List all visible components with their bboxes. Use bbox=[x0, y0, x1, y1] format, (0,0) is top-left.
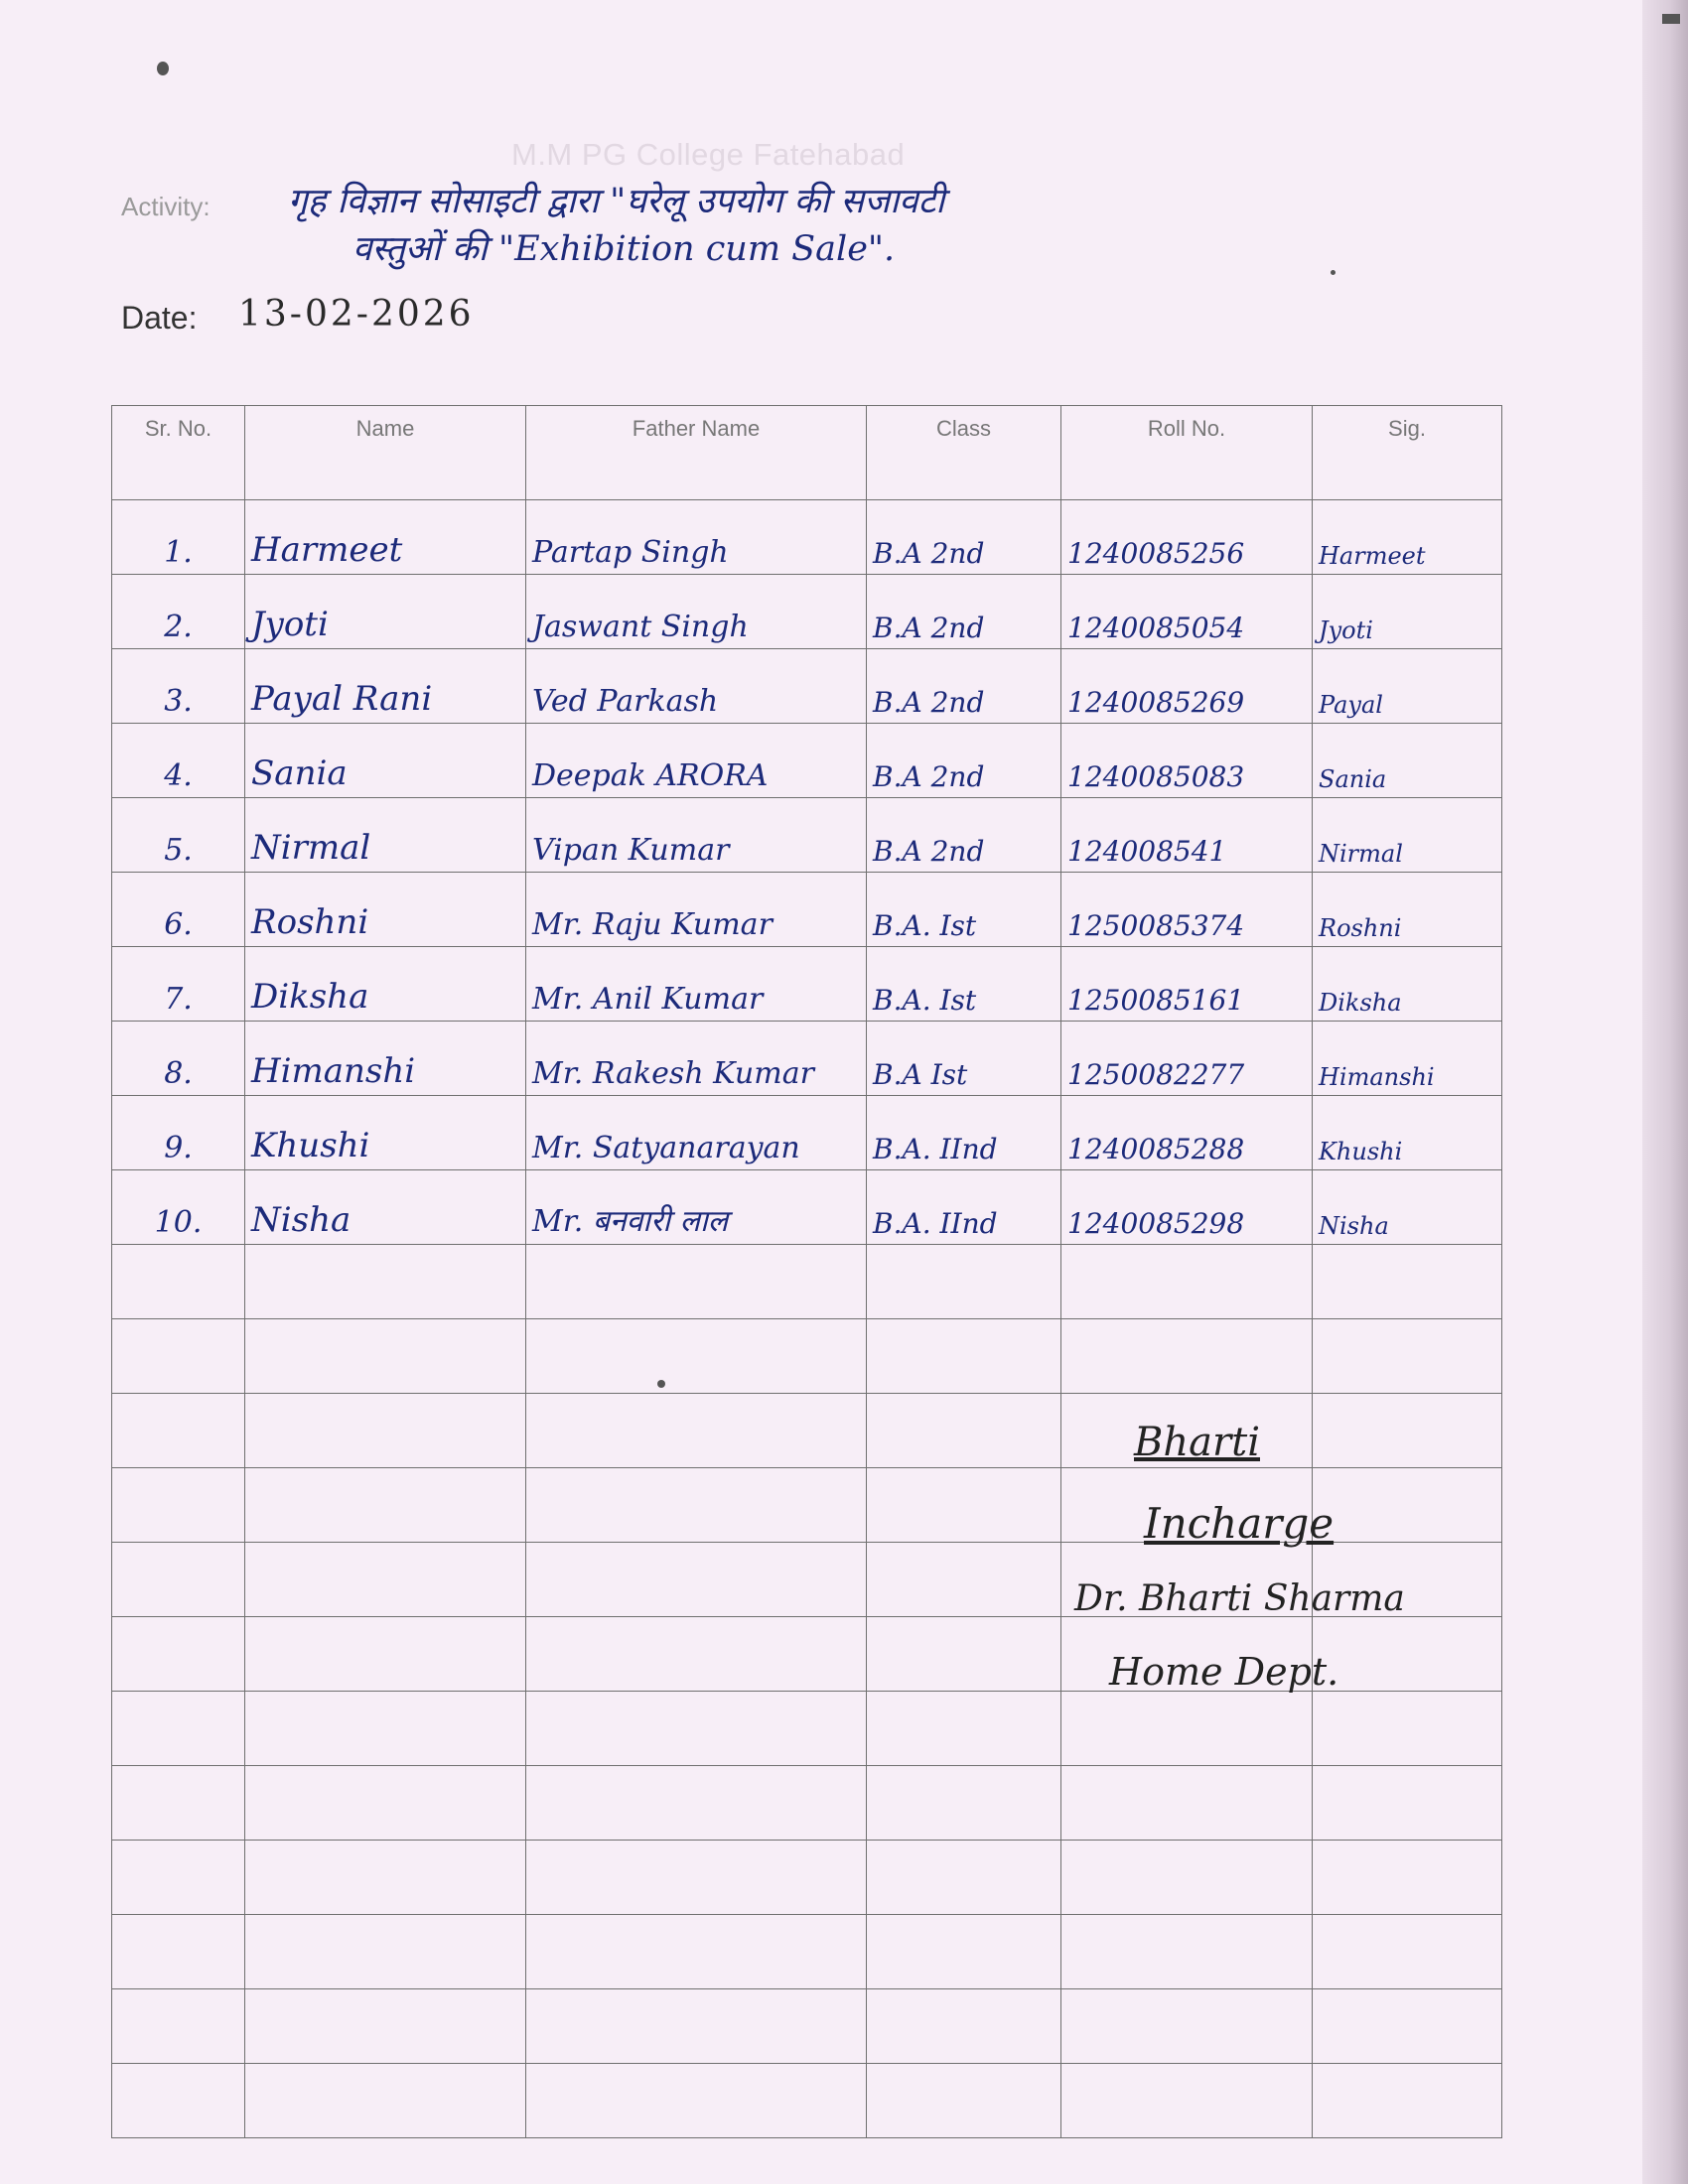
cell-class: B.A 2nd bbox=[867, 724, 1061, 798]
cell-name: Payal Rani bbox=[245, 649, 526, 724]
table-row bbox=[112, 798, 1502, 873]
table-row bbox=[112, 873, 1502, 947]
cell-signature: Nirmal bbox=[1313, 798, 1502, 873]
cell-father-name: Vipan Kumar bbox=[526, 798, 867, 873]
cell-class: B.A. IInd bbox=[867, 1096, 1061, 1170]
empty-cell bbox=[867, 2064, 1061, 2138]
cell-class: B.A 2nd bbox=[867, 500, 1061, 575]
table-row bbox=[112, 724, 1502, 798]
empty-cell bbox=[1061, 1319, 1313, 1394]
empty-cell bbox=[526, 1989, 867, 2064]
cell-roll-no: 1240085269 bbox=[1061, 649, 1313, 724]
empty-row bbox=[112, 1245, 1502, 1319]
empty-cell bbox=[245, 1245, 526, 1319]
cell-name: Sania bbox=[245, 724, 526, 798]
empty-cell bbox=[526, 1394, 867, 1468]
empty-cell bbox=[245, 1319, 526, 1394]
cell-roll-no: 1250082277 bbox=[1061, 1022, 1313, 1096]
scan-mark bbox=[1662, 14, 1680, 24]
empty-cell bbox=[245, 1394, 526, 1468]
signatory-name: Dr. Bharti Sharma bbox=[1074, 1578, 1405, 1619]
col-class: Class bbox=[867, 406, 1061, 500]
empty-row bbox=[112, 1989, 1502, 2064]
cell-sr-no: 6. bbox=[112, 873, 245, 947]
empty-cell bbox=[245, 1989, 526, 2064]
cell-roll-no: 124008541 bbox=[1061, 798, 1313, 873]
empty-cell bbox=[1061, 1989, 1313, 2064]
empty-row bbox=[112, 1915, 1502, 1989]
empty-cell bbox=[867, 1468, 1061, 1543]
cell-signature: Harmeet bbox=[1313, 500, 1502, 575]
cell-signature: Jyoti bbox=[1313, 575, 1502, 649]
cell-name: Nirmal bbox=[245, 798, 526, 873]
empty-cell bbox=[112, 1989, 245, 2064]
empty-cell bbox=[1061, 1766, 1313, 1841]
signature-block bbox=[1074, 1420, 1531, 1747]
col-sig: Sig. bbox=[1313, 406, 1502, 500]
empty-row bbox=[112, 2064, 1502, 2138]
empty-cell bbox=[112, 2064, 245, 2138]
activity-text-line1: गृह विज्ञान सोसाइटी द्वारा "घरेलू उपयोग की सजावटी bbox=[288, 182, 945, 221]
empty-cell bbox=[112, 1245, 245, 1319]
empty-cell bbox=[1313, 1319, 1502, 1394]
cell-sr-no: 8. bbox=[112, 1022, 245, 1096]
cell-name: Roshni bbox=[245, 873, 526, 947]
cell-signature: Diksha bbox=[1313, 947, 1502, 1022]
college-name: M.M PG College Fatehabad bbox=[511, 137, 906, 172]
cell-roll-no: 1240085298 bbox=[1061, 1170, 1313, 1245]
empty-cell bbox=[867, 1766, 1061, 1841]
cell-name: Khushi bbox=[245, 1096, 526, 1170]
cell-father-name: Mr. Raju Kumar bbox=[526, 873, 867, 947]
cell-roll-no: 1240085083 bbox=[1061, 724, 1313, 798]
empty-cell bbox=[867, 1319, 1061, 1394]
cell-roll-no: 1250085161 bbox=[1061, 947, 1313, 1022]
signatory-dept: Home Dept. bbox=[1109, 1650, 1339, 1694]
empty-cell bbox=[867, 1692, 1061, 1766]
cell-father-name: Ved Parkash bbox=[526, 649, 867, 724]
cell-father-name: Mr. बनवारी लाल bbox=[526, 1170, 867, 1245]
empty-row bbox=[112, 1766, 1502, 1841]
cell-class: B.A. IInd bbox=[867, 1170, 1061, 1245]
empty-cell bbox=[526, 1915, 867, 1989]
col-roll-no: Roll No. bbox=[1061, 406, 1313, 500]
cell-name: Himanshi bbox=[245, 1022, 526, 1096]
cell-class: B.A 2nd bbox=[867, 575, 1061, 649]
cell-father-name: Partap Singh bbox=[526, 500, 867, 575]
empty-cell bbox=[1313, 1841, 1502, 1915]
empty-cell bbox=[1313, 1989, 1502, 2064]
table-row bbox=[112, 947, 1502, 1022]
col-father-name: Father Name bbox=[526, 406, 867, 500]
cell-name: Jyoti bbox=[245, 575, 526, 649]
table-row bbox=[112, 1170, 1502, 1245]
empty-row bbox=[112, 1841, 1502, 1915]
table-row bbox=[112, 1022, 1502, 1096]
cell-signature: Payal bbox=[1313, 649, 1502, 724]
empty-cell bbox=[526, 1543, 867, 1617]
cell-sr-no: 3. bbox=[112, 649, 245, 724]
empty-cell bbox=[245, 2064, 526, 2138]
empty-cell bbox=[112, 1394, 245, 1468]
empty-cell bbox=[1061, 1245, 1313, 1319]
empty-cell bbox=[867, 1617, 1061, 1692]
empty-cell bbox=[1061, 1841, 1313, 1915]
cell-signature: Himanshi bbox=[1313, 1022, 1502, 1096]
empty-cell bbox=[867, 1915, 1061, 1989]
cell-class: B.A Ist bbox=[867, 1022, 1061, 1096]
cell-sr-no: 2. bbox=[112, 575, 245, 649]
col-name: Name bbox=[245, 406, 526, 500]
empty-cell bbox=[1313, 2064, 1502, 2138]
signatory-title: Incharge bbox=[1144, 1499, 1335, 1548]
page-edge bbox=[1642, 0, 1688, 2184]
empty-cell bbox=[1061, 1915, 1313, 1989]
cell-signature: Sania bbox=[1313, 724, 1502, 798]
empty-cell bbox=[112, 1319, 245, 1394]
empty-cell bbox=[112, 1468, 245, 1543]
empty-cell bbox=[526, 1319, 867, 1394]
empty-cell bbox=[245, 1617, 526, 1692]
cell-sr-no: 10. bbox=[112, 1170, 245, 1245]
empty-cell bbox=[1313, 1915, 1502, 1989]
empty-cell bbox=[112, 1617, 245, 1692]
table-header-row bbox=[112, 406, 1502, 500]
empty-cell bbox=[112, 1841, 245, 1915]
empty-cell bbox=[867, 1543, 1061, 1617]
empty-cell bbox=[245, 1915, 526, 1989]
cell-father-name: Mr. Satyanarayan bbox=[526, 1096, 867, 1170]
empty-cell bbox=[526, 1617, 867, 1692]
cell-name: Nisha bbox=[245, 1170, 526, 1245]
signature: Bharti bbox=[1134, 1420, 1260, 1465]
date-label: Date: bbox=[121, 300, 198, 336]
cell-sr-no: 1. bbox=[112, 500, 245, 575]
table-row bbox=[112, 575, 1502, 649]
empty-cell bbox=[112, 1543, 245, 1617]
empty-cell bbox=[526, 1468, 867, 1543]
cell-class: B.A. Ist bbox=[867, 873, 1061, 947]
cell-sr-no: 5. bbox=[112, 798, 245, 873]
cell-sr-no: 4. bbox=[112, 724, 245, 798]
empty-cell bbox=[245, 1543, 526, 1617]
cell-father-name: Deepak ARORA bbox=[526, 724, 867, 798]
empty-cell bbox=[526, 1766, 867, 1841]
cell-father-name: Mr. Anil Kumar bbox=[526, 947, 867, 1022]
table-row bbox=[112, 1096, 1502, 1170]
speck bbox=[1331, 270, 1336, 275]
cell-sr-no: 9. bbox=[112, 1096, 245, 1170]
col-sr-no: Sr. No. bbox=[112, 406, 245, 500]
empty-cell bbox=[526, 1692, 867, 1766]
cell-signature: Khushi bbox=[1313, 1096, 1502, 1170]
activity-text-line2: वस्तुओं की "Exhibition cum Sale". bbox=[352, 229, 896, 269]
cell-class: B.A 2nd bbox=[867, 798, 1061, 873]
empty-cell bbox=[245, 1766, 526, 1841]
empty-cell bbox=[867, 1841, 1061, 1915]
date-value: 13-02-2026 bbox=[238, 294, 475, 335]
empty-cell bbox=[112, 1915, 245, 1989]
table-row bbox=[112, 500, 1502, 575]
empty-cell bbox=[245, 1841, 526, 1915]
empty-cell bbox=[112, 1766, 245, 1841]
cell-name: Diksha bbox=[245, 947, 526, 1022]
cell-class: B.A 2nd bbox=[867, 649, 1061, 724]
empty-cell bbox=[1313, 1245, 1502, 1319]
empty-cell bbox=[526, 2064, 867, 2138]
empty-cell bbox=[867, 1394, 1061, 1468]
empty-cell bbox=[1061, 2064, 1313, 2138]
cell-roll-no: 1250085374 bbox=[1061, 873, 1313, 947]
cell-class: B.A. Ist bbox=[867, 947, 1061, 1022]
table-row bbox=[112, 649, 1502, 724]
student-table bbox=[111, 405, 1436, 2138]
empty-cell bbox=[112, 1692, 245, 1766]
empty-cell bbox=[526, 1245, 867, 1319]
empty-cell bbox=[867, 1989, 1061, 2064]
cell-roll-no: 1240085256 bbox=[1061, 500, 1313, 575]
cell-father-name: Jaswant Singh bbox=[526, 575, 867, 649]
cell-father-name: Mr. Rakesh Kumar bbox=[526, 1022, 867, 1096]
empty-cell bbox=[245, 1468, 526, 1543]
empty-cell bbox=[1313, 1766, 1502, 1841]
cell-signature: Nisha bbox=[1313, 1170, 1502, 1245]
empty-row bbox=[112, 1319, 1502, 1394]
empty-cell bbox=[526, 1841, 867, 1915]
cell-name: Harmeet bbox=[245, 500, 526, 575]
empty-cell bbox=[867, 1245, 1061, 1319]
activity-label: Activity: bbox=[121, 192, 211, 221]
cell-roll-no: 1240085054 bbox=[1061, 575, 1313, 649]
cell-sr-no: 7. bbox=[112, 947, 245, 1022]
cell-signature: Roshni bbox=[1313, 873, 1502, 947]
speck bbox=[157, 62, 169, 75]
cell-roll-no: 1240085288 bbox=[1061, 1096, 1313, 1170]
empty-cell bbox=[245, 1692, 526, 1766]
